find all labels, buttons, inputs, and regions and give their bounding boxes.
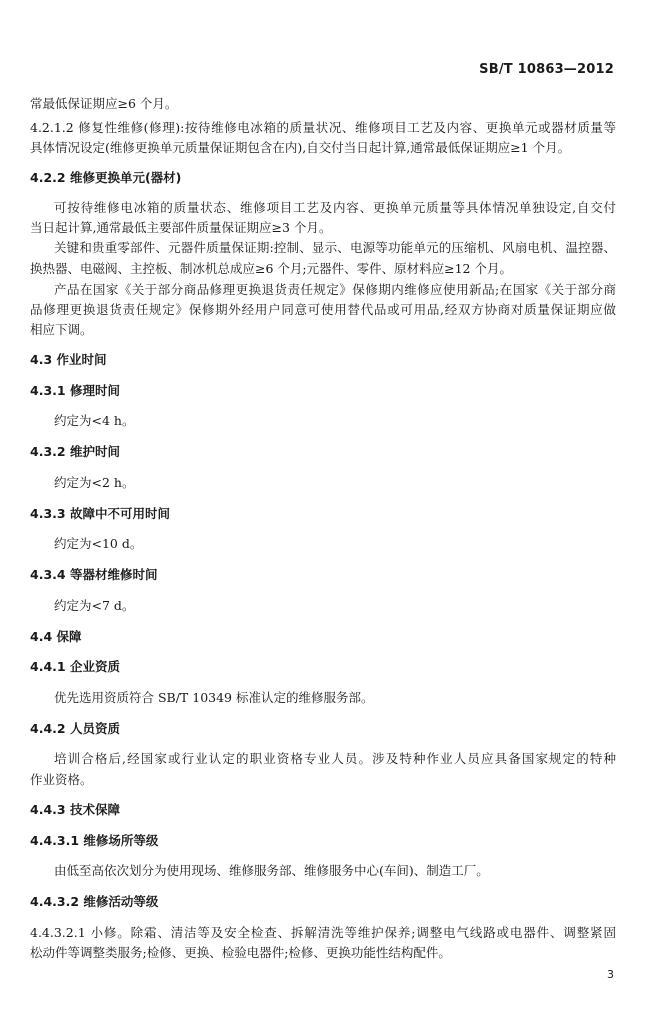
paragraph-line: 优先选用资质符合 SB/T 10349 标准认定的维修服务部。 <box>54 690 374 705</box>
heading-4-4-3: 4.4.3 技术保障 <box>30 802 120 817</box>
standard-number-header: SB/T 10863—2012 <box>479 62 614 77</box>
clause-4-2-1-2: 4.2.1.2 修复性维修(修理):按待维修电冰箱的质量状况、维修项目工艺及内容、更换单元或器材质量等 <box>30 120 616 135</box>
paragraph-line: 可按待维修电冰箱的质量状态、维修项目工艺及内容、更换单元质量等具体情况单独设定,自交付 <box>54 200 616 215</box>
text-line: 常最低保证期应≥6 个月。 <box>30 96 178 111</box>
paragraph-line: 约定为<10 d。 <box>54 536 143 551</box>
heading-4-3-2: 4.3.2 维护时间 <box>30 444 120 459</box>
heading-4-3-3: 4.3.3 故障中不可用时间 <box>30 506 170 521</box>
heading-4-3-4: 4.3.4 等器材维修时间 <box>30 567 158 582</box>
text-line: 具体情况设定(维修更换单元质量保证期包含在内),自交付当日起计算,通常最低保证期应≥1 个月。 <box>30 140 571 155</box>
paragraph-line: 约定为<2 h。 <box>54 475 135 490</box>
paragraph-line: 产品在国家《关于部分商品修理更换退货责任规定》保修期内维修应使用新品;在国家《关于部分商 <box>54 282 616 297</box>
text-line: 当日起计算,通常最低主要部件质量保证期应≥3 个月。 <box>30 220 332 235</box>
heading-4-4-3-1: 4.4.3.1 维修场所等级 <box>30 833 159 848</box>
text-line: 作业资格。 <box>30 772 93 787</box>
paragraph-line: 约定为<7 d。 <box>54 598 135 613</box>
heading-4-3-1: 4.3.1 修理时间 <box>30 383 120 398</box>
paragraph-line: 由低至高依次划分为使用现场、维修服务部、维修服务中心(车间)、制造工厂。 <box>54 863 489 878</box>
paragraph-line: 约定为<4 h。 <box>54 413 135 428</box>
text-line: 换热器、电磁阀、主控板、制冰机总成应≥6 个月;元器件、零件、原材料应≥12 个月。 <box>30 261 512 276</box>
heading-4-4-3-2: 4.4.3.2 维修活动等级 <box>30 894 159 909</box>
paragraph-line: 关键和贵重零部件、元器件质量保证期:控制、显示、电源等功能单元的压缩机、风扇电机、温控器、 <box>54 240 616 255</box>
page-number: 3 <box>607 968 614 981</box>
heading-4-4-1: 4.4.1 企业资质 <box>30 659 120 674</box>
text-line: 相应下调。 <box>30 322 93 337</box>
text-line: 品修理更换退货责任规定》保修期外经用户同意可使用替代品或可用品,经双方协商对质量保证期应做 <box>30 302 616 317</box>
text-line: 松动件等调整类服务;检修、更换、检验电器件;检修、更换功能性结构配件。 <box>30 945 451 960</box>
heading-4-4: 4.4 保障 <box>30 629 82 644</box>
heading-4-4-2: 4.4.2 人员资质 <box>30 721 120 736</box>
paragraph-line: 培训合格后,经国家或行业认定的职业资格专业人员。涉及特种作业人员应具备国家规定的特种 <box>54 751 616 766</box>
heading-4-2-2: 4.2.2 维修更换单元(器材) <box>30 170 182 185</box>
clause-4-4-3-2-1: 4.4.3.2.1 小修。除霜、清洁等及安全检查、拆解清洗等维护保养;调整电气线路或电器件、调整紧固 <box>30 925 616 940</box>
heading-4-3: 4.3 作业时间 <box>30 352 107 367</box>
